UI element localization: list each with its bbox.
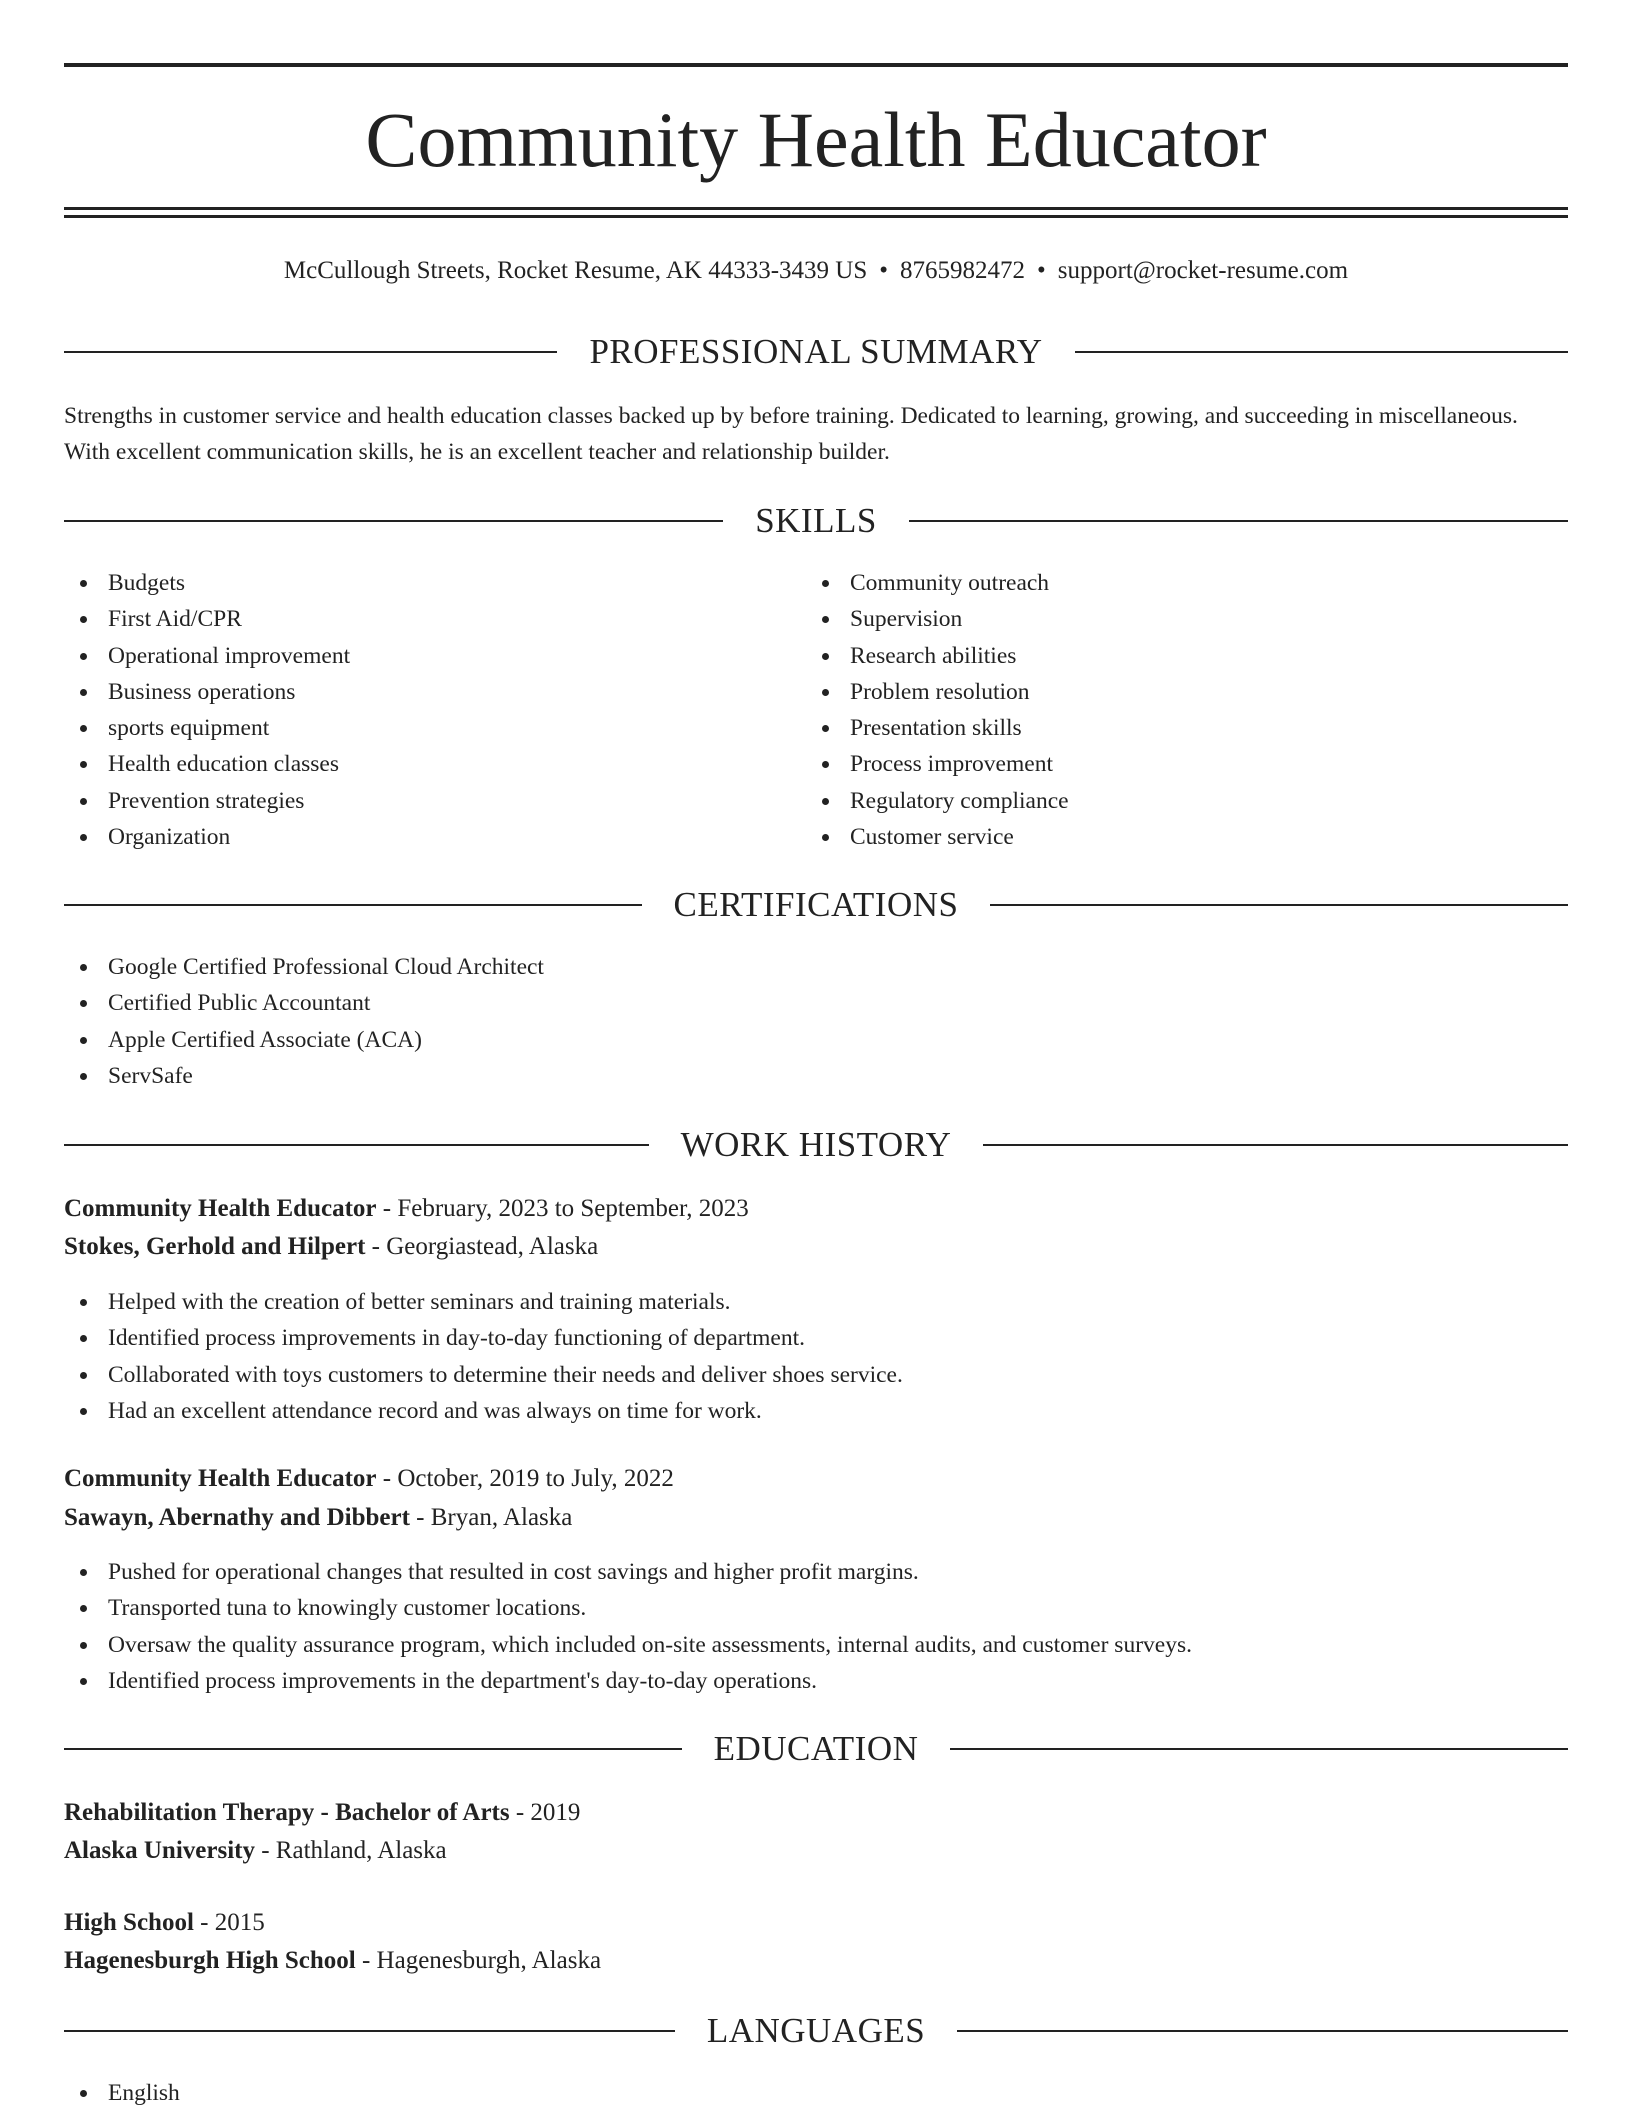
job-location: - Georgiastead, Alaska [365,1233,599,1260]
skills-list-left [64,565,806,855]
section-header-education [64,1727,1568,1771]
job-title-line [64,1460,1568,1498]
section-header-work-history [64,1123,1568,1167]
section-rule [64,904,642,906]
section-header-certifications [64,883,1568,927]
certification-item: ServSafe [64,1058,1568,1094]
skill-item: sports equipment [64,710,806,746]
job-dates: - February, 2023 to September, 2023 [376,1195,749,1222]
section-rule [990,904,1568,906]
skill-item: Regulatory compliance [806,783,1548,819]
job-company: Sawayn, Abernathy and Dibbert [64,1504,410,1531]
section-title: LANGUAGES [706,2011,926,2050]
job-bullet: Identified process improvements in day-to-day functioning of department. [64,1320,1568,1356]
education-school-line [64,1942,1568,1980]
education-school: Hagenesburgh High School [64,1947,356,1974]
job-bullets [64,1284,1568,1429]
section-header-summary [64,330,1568,374]
certification-item: Apple Certified Associate (ACA) [64,1022,1568,1058]
job-bullet: Transported tuna to knowingly customer locations. [64,1590,1568,1626]
title-rule-upper [64,207,1568,210]
top-rule [64,63,1568,67]
job-bullets [64,1554,1568,1699]
certification-item: Google Certified Professional Cloud Architect [64,949,1568,985]
language-item: English [64,2075,1568,2111]
section-rule [950,1748,1568,1750]
section-header-skills [64,499,1568,543]
section-rule [64,2030,675,2032]
job-title: Community Health Educator [64,1465,377,1492]
resume-title: Community Health Educator [365,96,1267,183]
certifications-list [64,949,1568,1094]
job-location: - Bryan, Alaska [409,1504,573,1531]
certification-item: Certified Public Accountant [64,985,1568,1021]
title-rule-lower [64,215,1568,218]
section-rule [64,1748,682,1750]
summary-text: Strengths in customer service and health education classes backed up by before training. Dedicated to learning, growing, and succeeding in miscellaneous. With excellent communication skills, he is an excellent teacher and relationship builder. [64,403,1518,465]
skill-item: Research abilities [806,638,1548,674]
contact-address: McCullough Streets, Rocket Resume, AK 44333-3439 US [283,257,868,284]
education-degree: High School [64,1909,194,1936]
skill-item: Problem resolution [806,674,1548,710]
job-company: Stokes, Gerhold and Hilpert [64,1233,366,1260]
education-degree: Rehabilitation Therapy - Bachelor of Arts [64,1799,510,1826]
education-degree-line [64,1904,1568,1942]
skill-item: Health education classes [64,746,806,782]
education-year: - 2015 [193,1909,265,1936]
section-rule [957,2030,1568,2032]
section-rule [983,1144,1568,1146]
job-bullet: Helped with the creation of better seminars and training materials. [64,1284,1568,1320]
skill-item: Prevention strategies [64,783,806,819]
section-rule [64,520,723,522]
job-dates: - October, 2019 to July, 2022 [376,1465,674,1492]
job-bullet: Collaborated with toys customers to determine their needs and deliver shoes service. [64,1357,1568,1393]
education-school-line [64,1832,1568,1870]
job-company-line [64,1228,1568,1266]
skill-item: Supervision [806,601,1548,637]
job-title: Community Health Educator [64,1195,377,1222]
contact-separator: • [879,257,888,284]
contact-email: support@rocket-resume.com [1057,257,1349,284]
skill-item: Operational improvement [64,638,806,674]
contact-line [64,254,1568,288]
job-bullet: Pushed for operational changes that resulted in cost savings and higher profit margins. [64,1554,1568,1590]
contact-phone: 8765982472 [900,257,1025,284]
section-rule [64,351,557,353]
skills-list-right [806,565,1548,855]
job-bullet: Had an excellent attendance record and was always on time for work. [64,1393,1568,1429]
contact-separator: • [1037,257,1046,284]
section-rule [909,520,1568,522]
skill-item: Customer service [806,819,1548,855]
section-title: CERTIFICATIONS [673,885,959,924]
education-year: - 2019 [509,1799,581,1826]
skill-item: Budgets [64,565,806,601]
section-title: SKILLS [755,501,877,540]
languages-list [64,2075,1568,2111]
skill-item: Process improvement [806,746,1548,782]
section-title: WORK HISTORY [680,1125,952,1164]
job-company-line [64,1499,1568,1537]
job-title-line [64,1190,1568,1228]
section-title: EDUCATION [713,1729,919,1768]
education-degree-line [64,1794,1568,1832]
section-header-languages [64,2009,1568,2053]
job-bullet: Identified process improvements in the department's day-to-day operations. [64,1663,1568,1699]
section-rule [64,1144,649,1146]
section-title: PROFESSIONAL SUMMARY [589,332,1043,371]
job-bullet: Oversaw the quality assurance program, which included on-site assessments, internal audits, and customer surveys. [64,1627,1568,1663]
skill-item: Community outreach [806,565,1548,601]
section-rule [1075,351,1568,353]
education-school: Alaska University [64,1837,255,1864]
education-location: - Rathland, Alaska [254,1837,447,1864]
education-location: - Hagenesburgh, Alaska [355,1947,602,1974]
skill-item: First Aid/CPR [64,601,806,637]
skill-item: Organization [64,819,806,855]
skill-item: Business operations [64,674,806,710]
skill-item: Presentation skills [806,710,1548,746]
